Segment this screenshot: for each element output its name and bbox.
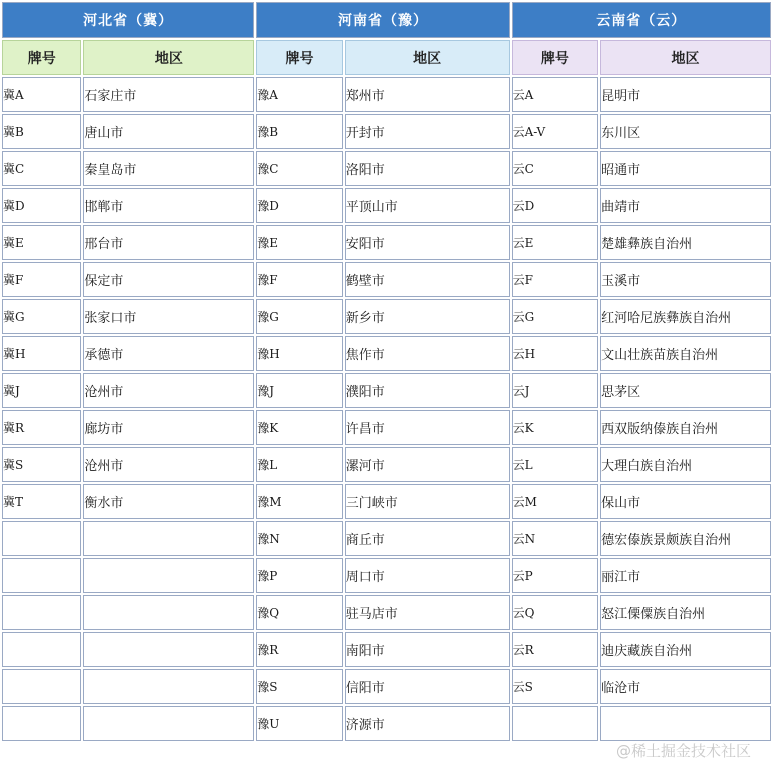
henan-code-cell: 豫R: [256, 632, 342, 667]
henan-code-cell: 豫E: [256, 225, 342, 260]
henan-region-cell: 郑州市: [345, 77, 510, 112]
table-row: [2, 299, 771, 334]
table-row: [2, 558, 771, 593]
hebei-region-cell: [83, 558, 254, 593]
hebei-code-cell: 冀G: [2, 299, 81, 334]
yunnan-region-cell: 西双版纳傣族自治州: [600, 410, 771, 445]
yunnan-code-cell: 云E: [512, 225, 598, 260]
yunnan-code-cell: 云Q: [512, 595, 598, 630]
hebei-code-cell: 冀A: [2, 77, 81, 112]
yunnan-region-cell: 昭通市: [600, 151, 771, 186]
table-row: [2, 669, 771, 704]
henan-region-cell: 鹤壁市: [345, 262, 510, 297]
yunnan-code-cell: 云P: [512, 558, 598, 593]
yunnan-code-cell: 云M: [512, 484, 598, 519]
table-row: [2, 410, 771, 445]
table-body: [2, 77, 771, 741]
hebei-code-cell: [2, 669, 81, 704]
yunnan-region-cell: 怒江傈僳族自治州: [600, 595, 771, 630]
hebei-code-cell: 冀B: [2, 114, 81, 149]
hebei-code-header: 牌号: [2, 40, 81, 75]
yunnan-code-header: 牌号: [512, 40, 598, 75]
table-row: [2, 632, 771, 667]
henan-region-cell: 平顶山市: [345, 188, 510, 223]
henan-code-cell: 豫Q: [256, 595, 342, 630]
henan-code-cell: 豫D: [256, 188, 342, 223]
hebei-code-cell: [2, 558, 81, 593]
yunnan-region-cell: 楚雄彝族自治州: [600, 225, 771, 260]
yunnan-code-cell: [512, 706, 598, 741]
hebei-code-cell: 冀D: [2, 188, 81, 223]
henan-header: 河南省（豫）: [256, 2, 509, 38]
yunnan-code-cell: 云J: [512, 373, 598, 408]
hebei-code-cell: 冀E: [2, 225, 81, 260]
hebei-code-cell: [2, 632, 81, 667]
province-header-row: [2, 2, 771, 38]
yunnan-code-cell: 云F: [512, 262, 598, 297]
table-row: [2, 447, 771, 482]
hebei-region-cell: 保定市: [83, 262, 254, 297]
hebei-region-cell: 石家庄市: [83, 77, 254, 112]
hebei-code-cell: 冀J: [2, 373, 81, 408]
yunnan-code-cell: 云D: [512, 188, 598, 223]
henan-code-cell: 豫S: [256, 669, 342, 704]
henan-region-cell: 南阳市: [345, 632, 510, 667]
henan-code-cell: 豫L: [256, 447, 342, 482]
hebei-region-cell: 沧州市: [83, 447, 254, 482]
henan-region-cell: 济源市: [345, 706, 510, 741]
henan-code-header: 牌号: [256, 40, 342, 75]
hebei-region-cell: [83, 595, 254, 630]
henan-region-cell: 信阳市: [345, 669, 510, 704]
henan-code-cell: 豫J: [256, 373, 342, 408]
table-row: [2, 114, 771, 149]
table-row: [2, 262, 771, 297]
yunnan-region-cell: [600, 706, 771, 741]
yunnan-region-cell: 保山市: [600, 484, 771, 519]
hebei-code-cell: 冀H: [2, 336, 81, 371]
henan-code-cell: 豫F: [256, 262, 342, 297]
hebei-region-cell: 沧州市: [83, 373, 254, 408]
table-row: [2, 706, 771, 741]
hebei-region-cell: 张家口市: [83, 299, 254, 334]
henan-region-cell: 濮阳市: [345, 373, 510, 408]
hebei-code-cell: 冀S: [2, 447, 81, 482]
henan-region-cell: 洛阳市: [345, 151, 510, 186]
yunnan-code-cell: 云H: [512, 336, 598, 371]
yunnan-code-cell: 云A-V: [512, 114, 598, 149]
hebei-code-cell: 冀T: [2, 484, 81, 519]
yunnan-region-cell: 昆明市: [600, 77, 771, 112]
table-row: [2, 336, 771, 371]
table-row: [2, 373, 771, 408]
yunnan-code-cell: 云K: [512, 410, 598, 445]
hebei-code-cell: 冀R: [2, 410, 81, 445]
hebei-code-cell: 冀C: [2, 151, 81, 186]
hebei-region-cell: [83, 706, 254, 741]
table-row: [2, 188, 771, 223]
hebei-code-cell: [2, 706, 81, 741]
hebei-region-cell: 邢台市: [83, 225, 254, 260]
henan-region-cell: 周口市: [345, 558, 510, 593]
hebei-code-cell: [2, 595, 81, 630]
yunnan-code-cell: 云S: [512, 669, 598, 704]
henan-region-cell: 开封市: [345, 114, 510, 149]
hebei-region-cell: [83, 632, 254, 667]
henan-code-cell: 豫N: [256, 521, 342, 556]
henan-code-cell: 豫G: [256, 299, 342, 334]
table-row: [2, 595, 771, 630]
yunnan-code-cell: 云R: [512, 632, 598, 667]
yunnan-region-cell: 思茅区: [600, 373, 771, 408]
column-header-row: [2, 40, 771, 75]
yunnan-region-cell: 大理白族自治州: [600, 447, 771, 482]
henan-code-cell: 豫M: [256, 484, 342, 519]
yunnan-region-cell: 红河哈尼族彝族自治州: [600, 299, 771, 334]
yunnan-region-cell: 曲靖市: [600, 188, 771, 223]
yunnan-code-cell: 云A: [512, 77, 598, 112]
yunnan-region-cell: 临沧市: [600, 669, 771, 704]
henan-region-cell: 安阳市: [345, 225, 510, 260]
hebei-header: 河北省（冀）: [2, 2, 254, 38]
yunnan-region-cell: 丽江市: [600, 558, 771, 593]
yunnan-region-cell: 东川区: [600, 114, 771, 149]
henan-code-cell: 豫P: [256, 558, 342, 593]
henan-region-cell: 漯河市: [345, 447, 510, 482]
henan-code-cell: 豫H: [256, 336, 342, 371]
yunnan-region-header: 地区: [600, 40, 771, 75]
hebei-region-cell: [83, 521, 254, 556]
henan-region-header: 地区: [345, 40, 510, 75]
table-row: [2, 484, 771, 519]
hebei-region-cell: 邯郸市: [83, 188, 254, 223]
yunnan-header: 云南省（云）: [512, 2, 771, 38]
table-row: [2, 521, 771, 556]
hebei-region-cell: 秦皇岛市: [83, 151, 254, 186]
table-row: [2, 225, 771, 260]
henan-region-cell: 焦作市: [345, 336, 510, 371]
henan-region-cell: 商丘市: [345, 521, 510, 556]
yunnan-code-cell: 云G: [512, 299, 598, 334]
yunnan-code-cell: 云N: [512, 521, 598, 556]
hebei-region-cell: [83, 669, 254, 704]
henan-code-cell: 豫K: [256, 410, 342, 445]
watermark: @稀土掘金技术社区: [615, 742, 751, 760]
hebei-code-cell: 冀F: [2, 262, 81, 297]
hebei-region-cell: 廊坊市: [83, 410, 254, 445]
hebei-region-cell: 承德市: [83, 336, 254, 371]
yunnan-region-cell: 德宏傣族景颇族自治州: [600, 521, 771, 556]
table-row: [2, 151, 771, 186]
hebei-region-cell: 衡水市: [83, 484, 254, 519]
yunnan-region-cell: 玉溪市: [600, 262, 771, 297]
henan-region-cell: 驻马店市: [345, 595, 510, 630]
yunnan-code-cell: 云L: [512, 447, 598, 482]
hebei-region-cell: 唐山市: [83, 114, 254, 149]
yunnan-region-cell: 文山壮族苗族自治州: [600, 336, 771, 371]
hebei-region-header: 地区: [83, 40, 254, 75]
henan-code-cell: 豫U: [256, 706, 342, 741]
henan-code-cell: 豫A: [256, 77, 342, 112]
henan-code-cell: 豫B: [256, 114, 342, 149]
table-row: [2, 77, 771, 112]
yunnan-region-cell: 迪庆藏族自治州: [600, 632, 771, 667]
henan-region-cell: 三门峡市: [345, 484, 510, 519]
hebei-code-cell: [2, 521, 81, 556]
henan-region-cell: 新乡市: [345, 299, 510, 334]
henan-code-cell: 豫C: [256, 151, 342, 186]
henan-region-cell: 许昌市: [345, 410, 510, 445]
yunnan-code-cell: 云C: [512, 151, 598, 186]
